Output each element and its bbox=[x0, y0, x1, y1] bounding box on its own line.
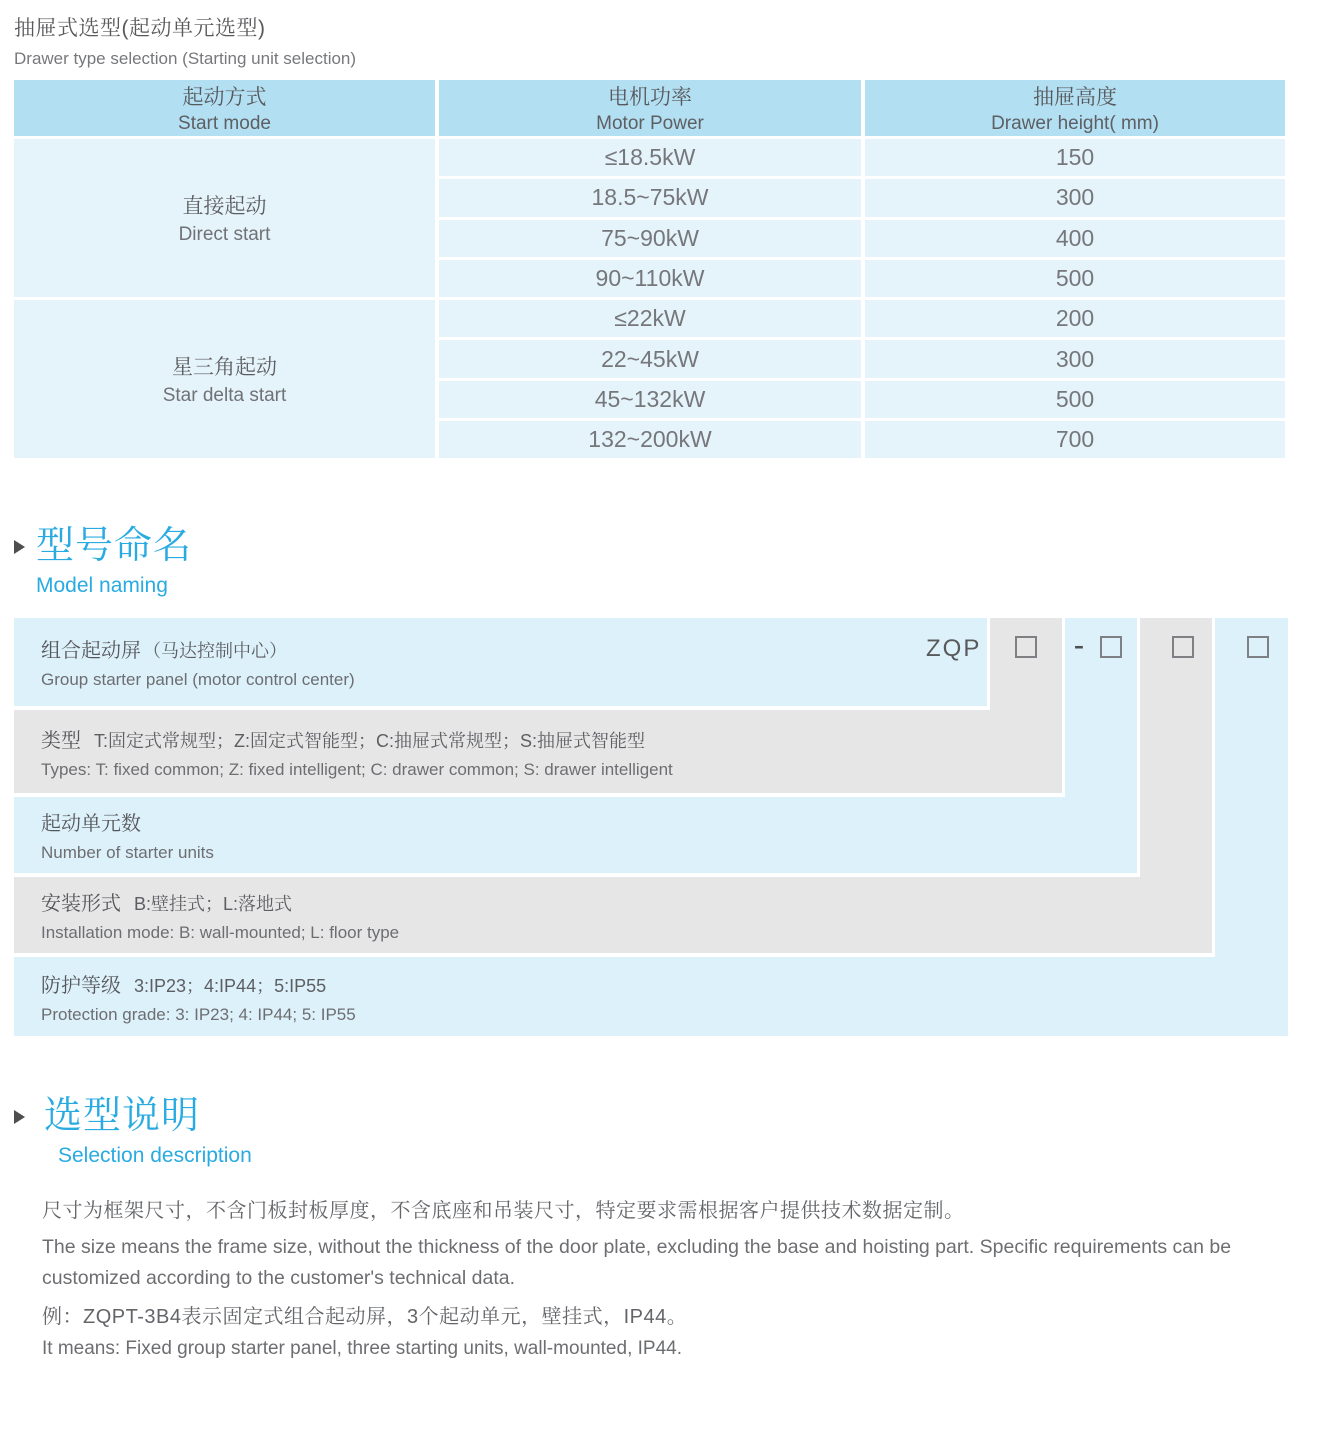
row-label-zh: 起动单元数 bbox=[41, 813, 141, 835]
ladder-row-installation-mode bbox=[14, 877, 1212, 953]
selection-description-body bbox=[42, 1194, 1294, 1360]
row-label-en: Types: T: fixed common; Z: fixed intelligent; C: drawer common; S: drawer intelligent bbox=[41, 759, 673, 779]
direct-start-zh: 直接起动 bbox=[182, 195, 267, 219]
model-code-prefix: ZQP bbox=[926, 635, 982, 662]
description-en-paragraph: The size means the frame size, without the thickness of the door plate, excluding the base and hoisting part. Specific requirements can be customized according to the customer's technical data. bbox=[42, 1236, 1232, 1289]
row-label-zh: 类型 T:固定式常规型；Z:固定式智能型；C:抽屉式常规型；S:抽屉式智能型 bbox=[41, 729, 646, 752]
table-cell-power: 132~200kW bbox=[439, 421, 861, 458]
table-header-motor-power bbox=[439, 80, 861, 136]
table-cell-power: ≤18.5kW bbox=[439, 139, 861, 176]
table-cell-height: 500 bbox=[865, 260, 1285, 297]
table-cell-height: 400 bbox=[865, 220, 1285, 257]
table-cell-height: 700 bbox=[865, 421, 1285, 458]
table-header-drawer-height bbox=[865, 80, 1285, 136]
header-start-mode-zh: 起动方式 bbox=[182, 86, 267, 109]
table-cell-height: 500 bbox=[865, 381, 1285, 418]
table-cell-height: 300 bbox=[865, 179, 1285, 216]
header-motor-power-zh: 电机功率 bbox=[608, 86, 692, 109]
selection-description-title-zh: 选型说明 bbox=[44, 1095, 201, 1137]
code-placeholder-box-icon bbox=[1100, 636, 1122, 658]
selection-description-section-header bbox=[14, 1094, 252, 1168]
table-cell-power: 22~45kW bbox=[439, 340, 861, 377]
header-drawer-height-zh: 抽屉高度 bbox=[1033, 86, 1117, 109]
row-label-en: Number of starter units bbox=[41, 843, 214, 862]
example-en-line: It means: Fixed group starter panel, three starting units, wall-mounted, IP44. bbox=[42, 1338, 682, 1359]
direct-start-en: Direct start bbox=[178, 224, 271, 246]
selection-description-title-en: Selection description bbox=[58, 1144, 252, 1167]
model-naming-title-zh: 型号命名 bbox=[36, 525, 193, 567]
code-placeholder-box-icon bbox=[1247, 636, 1269, 658]
table-cell-height: 300 bbox=[865, 340, 1285, 377]
row-label-zh: 安装形式 B:壁挂式；L:落地式 bbox=[41, 893, 293, 915]
star-delta-start-zh: 星三角起动 bbox=[172, 356, 277, 380]
ladder-row-protection-grade bbox=[14, 957, 1288, 1036]
page-title bbox=[14, 12, 356, 69]
model-naming-diagram bbox=[14, 618, 1288, 1036]
row-label-en: Group starter panel (motor control center) bbox=[41, 670, 355, 689]
description-zh-line: 尺寸为框架尺寸，不含门板封板厚度，不含底座和吊装尺寸，特定要求需根据客户提供技术数据定制。 bbox=[42, 1200, 965, 1222]
row-label-zh: 组合起动屏 （马达控制中心） bbox=[41, 640, 287, 662]
row-label-zh: 防护等级 3:IP23；4:IP44；5:IP55 bbox=[41, 974, 327, 997]
table-cell-power: 75~90kW bbox=[439, 220, 861, 257]
header-drawer-height-en: Drawer height( mm) bbox=[991, 113, 1159, 134]
ladder-row-type bbox=[14, 710, 1062, 793]
triangle-right-icon bbox=[14, 540, 25, 554]
code-placeholder-box-icon bbox=[1172, 636, 1194, 658]
page-title-zh: 抽屉式选型(起动单元选型) bbox=[14, 17, 266, 40]
model-naming-section-header bbox=[14, 524, 192, 598]
triangle-right-icon bbox=[14, 1110, 25, 1124]
table-cell-power: 18.5~75kW bbox=[439, 179, 861, 216]
row-label-en: Protection grade: 3: IP23; 4: IP44; 5: IP55 bbox=[41, 1004, 356, 1024]
ladder-row-starter-units bbox=[14, 797, 1137, 873]
start-mode-cell-direct bbox=[14, 139, 435, 297]
table-cell-height: 200 bbox=[865, 300, 1285, 337]
drawer-selection-table bbox=[14, 80, 1285, 458]
ladder-row-group-starter-panel bbox=[14, 618, 987, 706]
example-zh-line: 例：ZQPT-3B4表示固定式组合起动屏，3个起动单元，壁挂式，IP44。 bbox=[42, 1306, 688, 1328]
table-cell-power: ≤22kW bbox=[439, 300, 861, 337]
row-label-note: T:固定式常规型；Z:固定式智能型；C:抽屉式常规型；S:抽屉式智能型 bbox=[94, 730, 646, 751]
table-header-start-mode bbox=[14, 80, 435, 136]
row-label-note: （马达控制中心） bbox=[143, 641, 287, 661]
table-cell-power: 90~110kW bbox=[439, 260, 861, 297]
table-cell-power: 45~132kW bbox=[439, 381, 861, 418]
model-naming-title-en: Model naming bbox=[36, 574, 168, 597]
code-separator-dash: - bbox=[1073, 627, 1085, 663]
row-label-note: 3:IP23；4:IP44；5:IP55 bbox=[134, 975, 327, 996]
code-placeholder-box-icon bbox=[1015, 636, 1037, 658]
row-label-en: Installation mode: B: wall-mounted; L: floor type bbox=[41, 923, 400, 942]
header-motor-power-en: Motor Power bbox=[596, 113, 704, 134]
star-delta-start-en: Star delta start bbox=[162, 385, 287, 407]
start-mode-cell-star-delta bbox=[14, 300, 435, 458]
row-label-note: B:壁挂式；L:落地式 bbox=[134, 894, 293, 914]
page-title-en: Drawer type selection (Starting unit selection) bbox=[14, 49, 357, 68]
header-start-mode-en: Start mode bbox=[178, 113, 271, 134]
table-cell-height: 150 bbox=[865, 139, 1285, 176]
